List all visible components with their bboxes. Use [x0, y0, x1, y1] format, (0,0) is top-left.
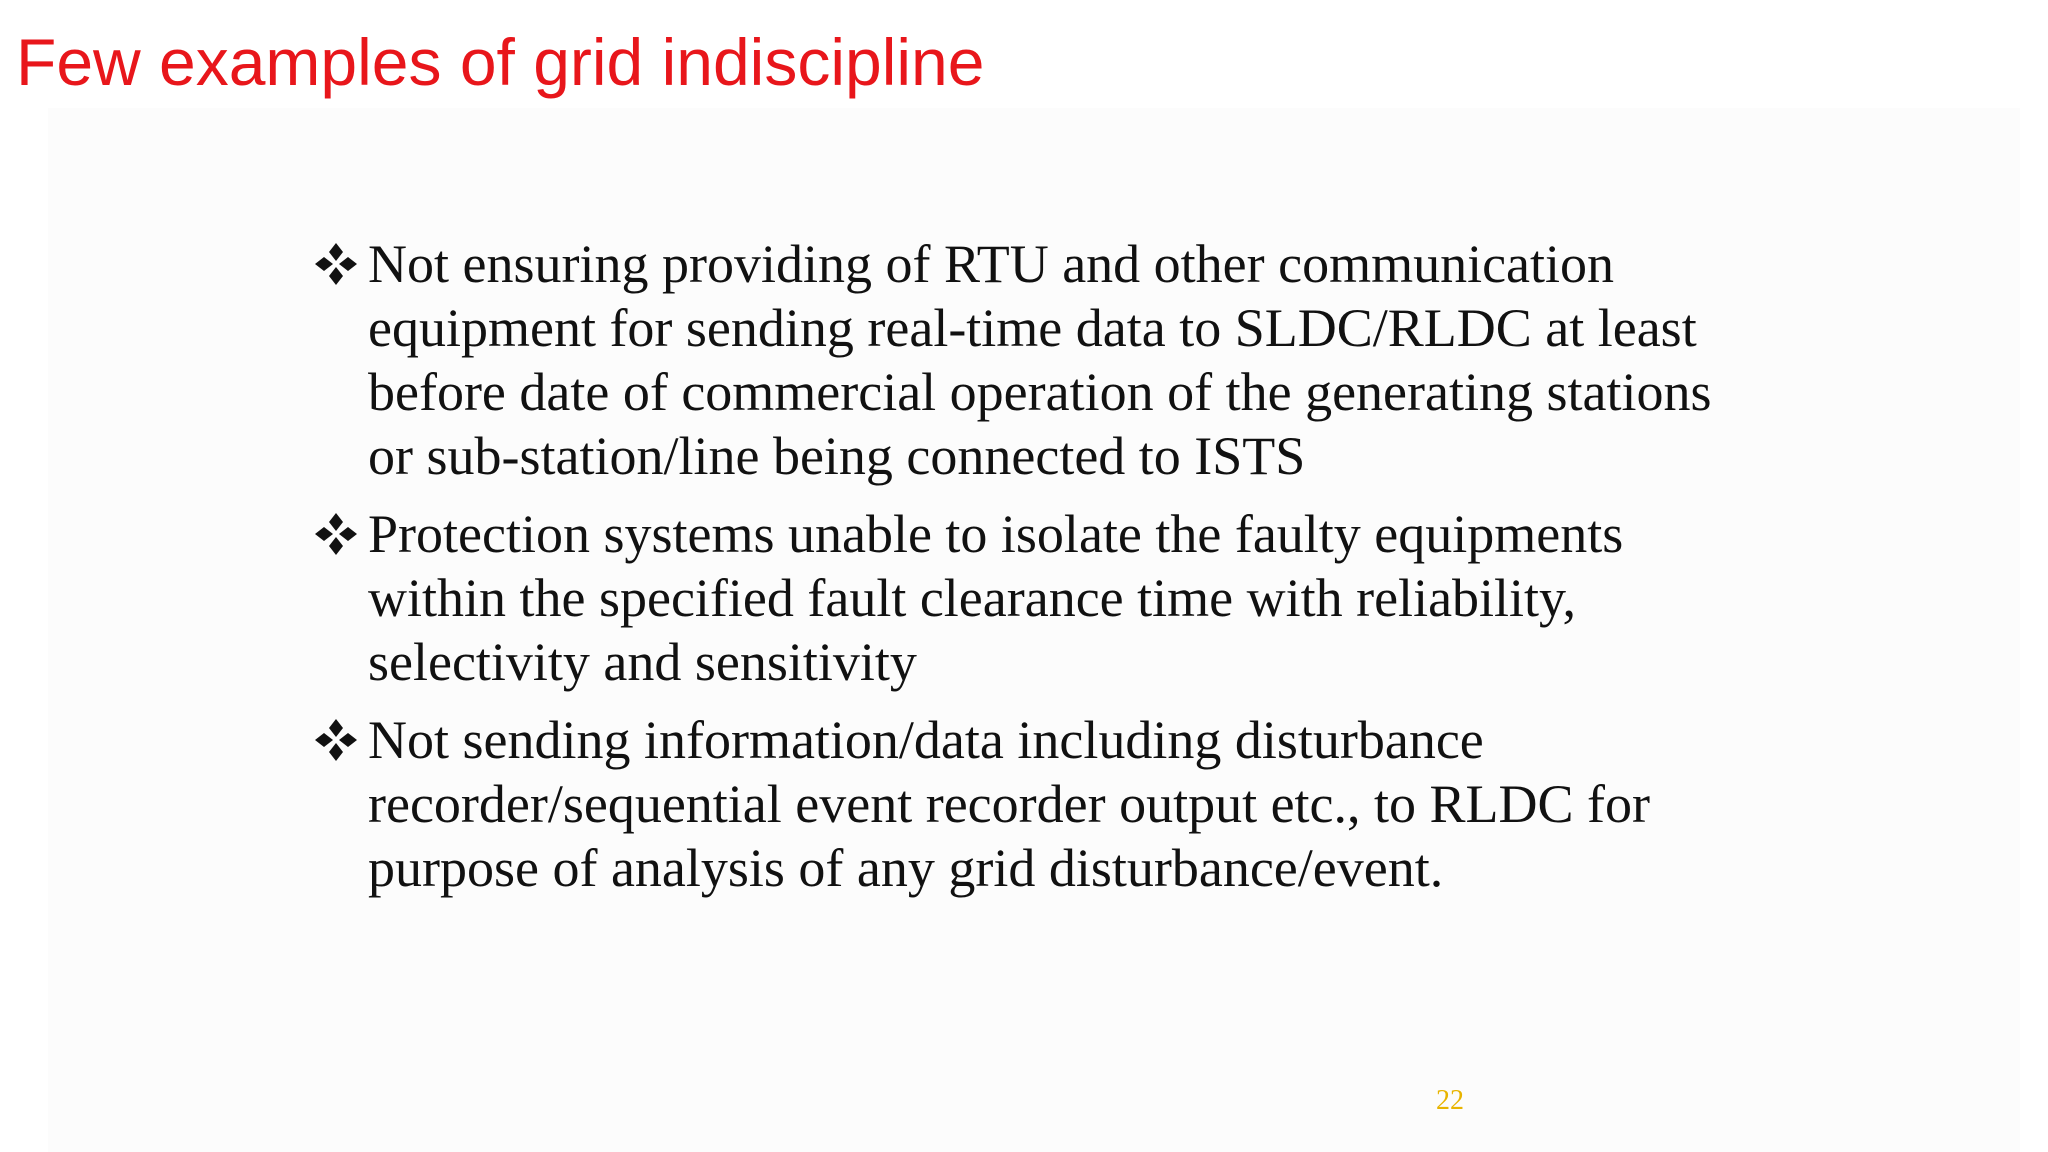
bullet-text: Not sending information/data including disturbance recorder/sequential event recorder output etc., to RLDC for purpose of analysis of any grid disturbance/event. [368, 710, 1650, 898]
four-diamond-bullet-icon [312, 240, 360, 288]
four-diamond-bullet-icon [312, 716, 360, 764]
bullet-text: Protection systems unable to isolate the faulty equipments within the specified fault clearance time with reliability, selectivity and sensitivity [368, 504, 1624, 692]
slide-title: Few examples of grid indiscipline [16, 25, 985, 99]
four-diamond-bullet-icon [312, 510, 360, 558]
page-number: 22 [1436, 1085, 1464, 1116]
bullet-item [312, 232, 1762, 488]
bullet-item [312, 502, 1762, 694]
bullet-item [312, 708, 1762, 900]
bullet-list [312, 232, 1762, 914]
bullet-text: Not ensuring providing of RTU and other communication equipment for sending real-time data to SLDC/RLDC at least before date of commercial operation of the generating stations or sub-station/line being connected to ISTS [368, 234, 1712, 486]
